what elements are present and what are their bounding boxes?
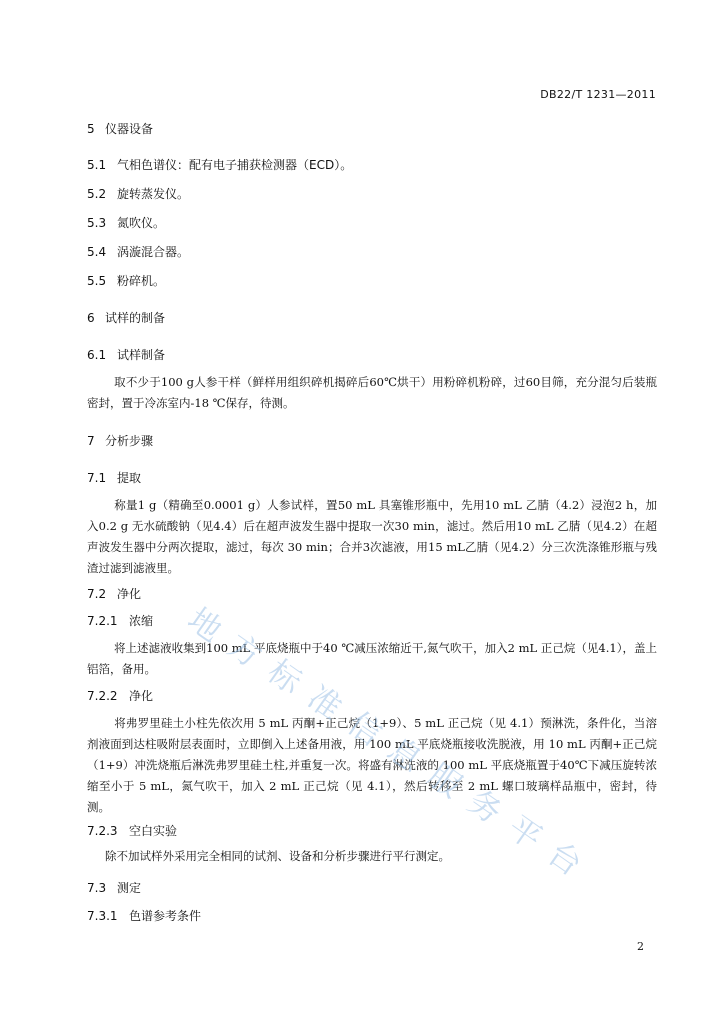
section-heading: 7 分析步骤 — [87, 434, 154, 448]
subsubsection-heading: 7.2.3 空白实验 — [87, 824, 178, 838]
body-paragraph: 称量1 g（精确至0.0001 g）人参试样，置50 mL 具塞锥形瓶中，先用10 mL 乙腈（4.2）浸泡2 h，加入0.2 g 无水硫酸钠（见4.4）后在超声波发生器中提取一次30 min，滤过。然后用10 mL 乙腈（见4.2）在超声波发生器中分两次提取，滤过，每次 30 min；合并3次滤液，用15 mL乙腈（见4.2）分三次洗涤锥形瓶与残渣过滤到滤液里。 — [87, 498, 657, 575]
watermark-char: 台 — [540, 833, 589, 884]
subsection-heading: 6.1 试样制备 — [87, 348, 166, 362]
subsubsection-heading: 7.2.2 净化 — [87, 689, 154, 703]
subsubsection-heading: 7.2.1 浓缩 — [87, 614, 154, 628]
watermark-char: 务 — [460, 781, 509, 832]
subsection-heading: 5.1 气相色谱仪：配有电子捕获检测器（ECD）。 — [87, 158, 353, 172]
watermark-char: 信 — [340, 703, 389, 754]
body-paragraph: 取不少于100 g人参干样（鲜样用组织碎机揭碎后60℃烘干）用粉碎机粉碎，过60目筛，充分混匀后装瓶密封，置于冷冻室内-18 ℃保存，待测。 — [87, 375, 657, 410]
page-number: 2 — [637, 940, 644, 953]
watermark-char: 方 — [220, 625, 269, 676]
subsection-heading: 7.3 测定 — [87, 881, 142, 895]
section-heading: 6 试样的制备 — [87, 311, 166, 325]
watermark-char: 平 — [500, 807, 549, 858]
subsubsection-heading: 7.3.1 色谱参考条件 — [87, 909, 202, 923]
section-heading: 5 仪器设备 — [87, 122, 154, 136]
subsection-heading: 5.3 氮吹仪。 — [87, 216, 166, 230]
subsection-heading: 5.4 涡漩混合器。 — [87, 245, 190, 259]
standard-code: DB22/T 1231—2011 — [540, 88, 656, 101]
watermark-char: 标 — [260, 651, 309, 702]
subsection-heading: 5.2 旋转蒸发仪。 — [87, 187, 190, 201]
body-paragraph: 将弗罗里硅土小柱先依次用 5 mL 丙酮+正己烷（1+9）、5 mL 正己烷（见 4.1）预淋洗，条件化，当溶剂液面到达柱吸附层表面时，立即倒入上述备用液，用 100 mL 平底烧瓶接收洗脱液，用 10 mL 丙酮+正己烷（1+9）冲洗烧瓶后淋洗弗罗里硅土柱,并重复一次。将盛有淋洗液的 100 mL 平底烧瓶置于40℃下减压旋转浓缩至小于 5 mL，氮气吹干，加入 2 mL 正己烷（见 4.1），然后转移至 2 mL 螺口玻璃样品瓶中，密封，待测。 — [87, 716, 657, 814]
body-paragraph: 将上述滤液收集到100 mL 平底烧瓶中于40 ℃减压浓缩近干,氮气吹干，加入2 mL 正己烷（见4.1），盖上铝箔，备用。 — [87, 641, 657, 676]
watermark-char: 服 — [420, 755, 469, 806]
body-paragraph: 除不加试样外采用完全相同的试剂、设备和分析步骤进行平行测定。 — [105, 849, 450, 863]
watermark-char: 地 — [180, 599, 229, 650]
subsection-heading: 7.1 提取 — [87, 471, 142, 485]
watermark-char: 息 — [380, 729, 429, 780]
subsection-heading: 7.2 净化 — [87, 587, 142, 601]
subsection-heading: 5.5 粉碎机。 — [87, 274, 166, 288]
watermark-char: 准 — [300, 677, 349, 728]
